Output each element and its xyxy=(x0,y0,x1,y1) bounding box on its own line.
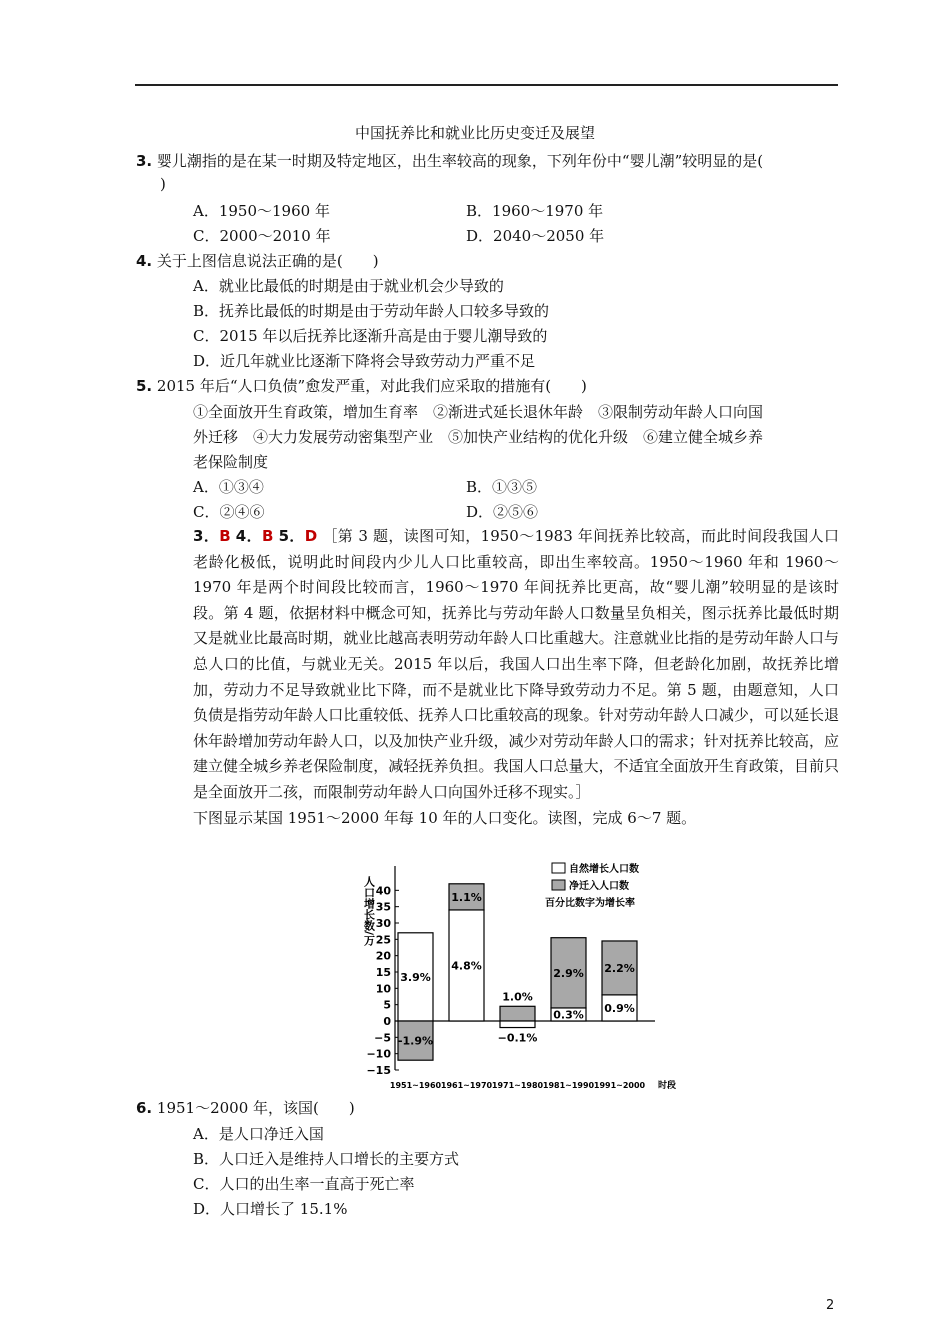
option-d[interactable]: D．2040～2050 年 xyxy=(466,227,605,245)
option-d[interactable]: D．人口增长了 15.1% xyxy=(193,1200,348,1218)
y-axis-label: 人口增长数/万 xyxy=(362,876,376,947)
answer-number: 5． xyxy=(278,527,305,545)
data-label: 2.2% xyxy=(604,961,635,975)
question-4 xyxy=(136,250,379,271)
option-a[interactable]: A．①③④ xyxy=(193,478,264,496)
question-text: 2015 年后“人口负债”愈发严重，对此我们应采取的措施有( ) xyxy=(156,377,587,395)
option-b[interactable]: B．1960～1970 年 xyxy=(466,202,604,220)
y-tick-label: 40 xyxy=(375,884,391,898)
x-category-label: 1971~1980 xyxy=(491,1081,544,1090)
option-c[interactable]: C．人口的出生率一直高于死亡率 xyxy=(193,1175,415,1193)
question-5 xyxy=(136,375,587,396)
x-category-label: 1981~1990 xyxy=(542,1081,595,1090)
question-text: 关于上图信息说法正确的是( ) xyxy=(156,252,379,270)
option-c[interactable]: C．2000～2010 年 xyxy=(193,227,331,245)
answer-letter: B xyxy=(219,527,231,545)
option-d[interactable]: D．近几年就业比逐渐下降将会导致劳动力严重不足 xyxy=(193,352,536,370)
legend-swatch-natural xyxy=(552,863,565,873)
page-number: 2 xyxy=(826,1298,835,1313)
population-change-chart xyxy=(355,852,685,1092)
legend-swatch-migration xyxy=(552,880,565,890)
explanation-text: ［第 3 题，读图可知，1950～1983 年间抚养比较高，而此时间段我国人口老龄化极低，说明此时间段内少儿人口比重较高，即出生率较高。1950～1960 年和 1960～1970 年是两个时间段比较而言，1960～1970 年间抚养比更高，故“婴儿潮”较明显的是该时段。第 4 题，依据材料中概念可知，抚养比与劳动年龄人口数量呈负相关，图示抚养比最低时期又是就业比最高时期，就业比越高表明劳动年龄人口比重越大。注意就业比指的是劳动年龄人口与总人口的比值，与就业无关。2015 年以后，我国人口出生率下降，但老龄化加剧，故抚养比增加，劳动力不足导致就业比下降，而不是就业比下降导致劳动力不足。第 5 题，由题意知，人口负债是指劳动年龄人口比重较低、抚养人口比重较高的现象。针对劳动年龄人口减少，可以延长退休年龄增加劳动年龄人口，以及加快产业升级，减少对劳动年龄人口的需求；针对抚养比较高，应建立健全城乡养老保险制度，减轻抚养负担。我国人口总量大，不适宜全面放开生育政策，目前只是全面放开二孩，而限制劳动年龄人口向国外迁移不现实。］ xyxy=(193,527,839,801)
option-b[interactable]: B．①③⑤ xyxy=(466,478,538,496)
option-b[interactable]: B．抚养比最低的时期是由于劳动年龄人口较多导致的 xyxy=(193,302,550,320)
question-text: 1951～2000 年，该国( ) xyxy=(156,1099,355,1117)
measures-line-1: ①全面放开生育政策，增加生育率 ②渐进式延长退休年龄 ③限制劳动年龄人口向国 xyxy=(193,403,764,421)
y-tick-label: 10 xyxy=(375,982,391,996)
answer-letter: D xyxy=(304,527,318,545)
y-tick-label: 0 xyxy=(383,1015,391,1028)
figure-caption: 中国抚养比和就业比历史变迁及展望 xyxy=(354,124,595,142)
data-label: 1.1% xyxy=(451,890,482,904)
data-label: 4.8% xyxy=(451,959,482,973)
y-tick-label: 20 xyxy=(375,949,391,963)
answer-letter: B xyxy=(262,527,274,545)
option-a[interactable]: A．就业比最低的时期是由于就业机会少导致的 xyxy=(193,277,504,295)
legend-note: 百分比数字为增长率 xyxy=(545,898,635,909)
legend-label-migration: 净迁入人口数 xyxy=(569,881,629,892)
x-category-label: 1951~1960 xyxy=(389,1081,442,1090)
question-text-cont: ) xyxy=(160,175,166,193)
answer-number: 3． xyxy=(193,527,220,545)
answer-number: 4． xyxy=(235,527,262,545)
x-axis-label: 时段 xyxy=(658,1081,677,1091)
question-number: 6. xyxy=(136,1099,153,1117)
option-c[interactable]: C．②④⑥ xyxy=(193,503,265,521)
y-tick-label: 15 xyxy=(375,966,391,979)
x-category-label: 1991~2000 xyxy=(593,1081,646,1090)
data-label: 0.3% xyxy=(553,1008,584,1022)
y-tick-label: −5 xyxy=(374,1031,391,1045)
option-a[interactable]: A．1950～1960 年 xyxy=(193,202,330,220)
option-a[interactable]: A．是人口净迁入国 xyxy=(193,1125,324,1143)
data-label: 0.9% xyxy=(604,1001,635,1015)
measures-line-3: 老保险制度 xyxy=(193,453,269,471)
bar-net-migration xyxy=(500,1006,535,1021)
question-3 xyxy=(136,150,763,171)
bar-natural-increase xyxy=(500,1021,535,1028)
question-number: 5. xyxy=(136,377,153,395)
y-tick-label: 5 xyxy=(383,998,391,1012)
y-tick-label: −10 xyxy=(366,1047,391,1061)
data-label: 2.9% xyxy=(553,966,584,980)
legend-label-natural: 自然增长人口数 xyxy=(569,864,639,875)
measures-line-2: 外迁移 ④大力发展劳动密集型产业 ⑤加快产业结构的优化升级 ⑥建立健全城乡养 xyxy=(193,428,764,446)
option-d[interactable]: D．②⑤⑥ xyxy=(466,503,539,521)
chart-intro: 下图显示某国 1951～2000 年每 10 年的人口变化。读图，完成 6～7 题。 xyxy=(193,808,697,827)
header-rule xyxy=(135,84,838,86)
y-tick-label: 30 xyxy=(375,917,391,930)
data-label: 3.9% xyxy=(400,970,431,984)
y-tick-label: 35 xyxy=(375,900,391,914)
data-label: −0.1% xyxy=(497,1031,538,1045)
data-label: -1.9% xyxy=(397,1034,434,1048)
y-tick-label: −15 xyxy=(366,1064,391,1077)
question-text: 婴儿潮指的是在某一时期及特定地区，出生率较高的现象，下列年份中“婴儿潮”较明显的是( xyxy=(156,152,764,170)
data-label: 1.0% xyxy=(502,990,533,1004)
question-number: 4. xyxy=(136,252,153,270)
y-tick-label: 25 xyxy=(375,933,391,947)
x-category-label: 1961~1970 xyxy=(440,1081,493,1090)
question-6 xyxy=(136,1097,355,1118)
question-number: 3. xyxy=(136,152,153,170)
answer-explanation xyxy=(193,524,839,831)
option-b[interactable]: B．人口迁入是维持人口增长的主要方式 xyxy=(193,1150,460,1168)
option-c[interactable]: C．2015 年以后抚养比逐渐升高是由于婴儿潮导致的 xyxy=(193,327,548,345)
